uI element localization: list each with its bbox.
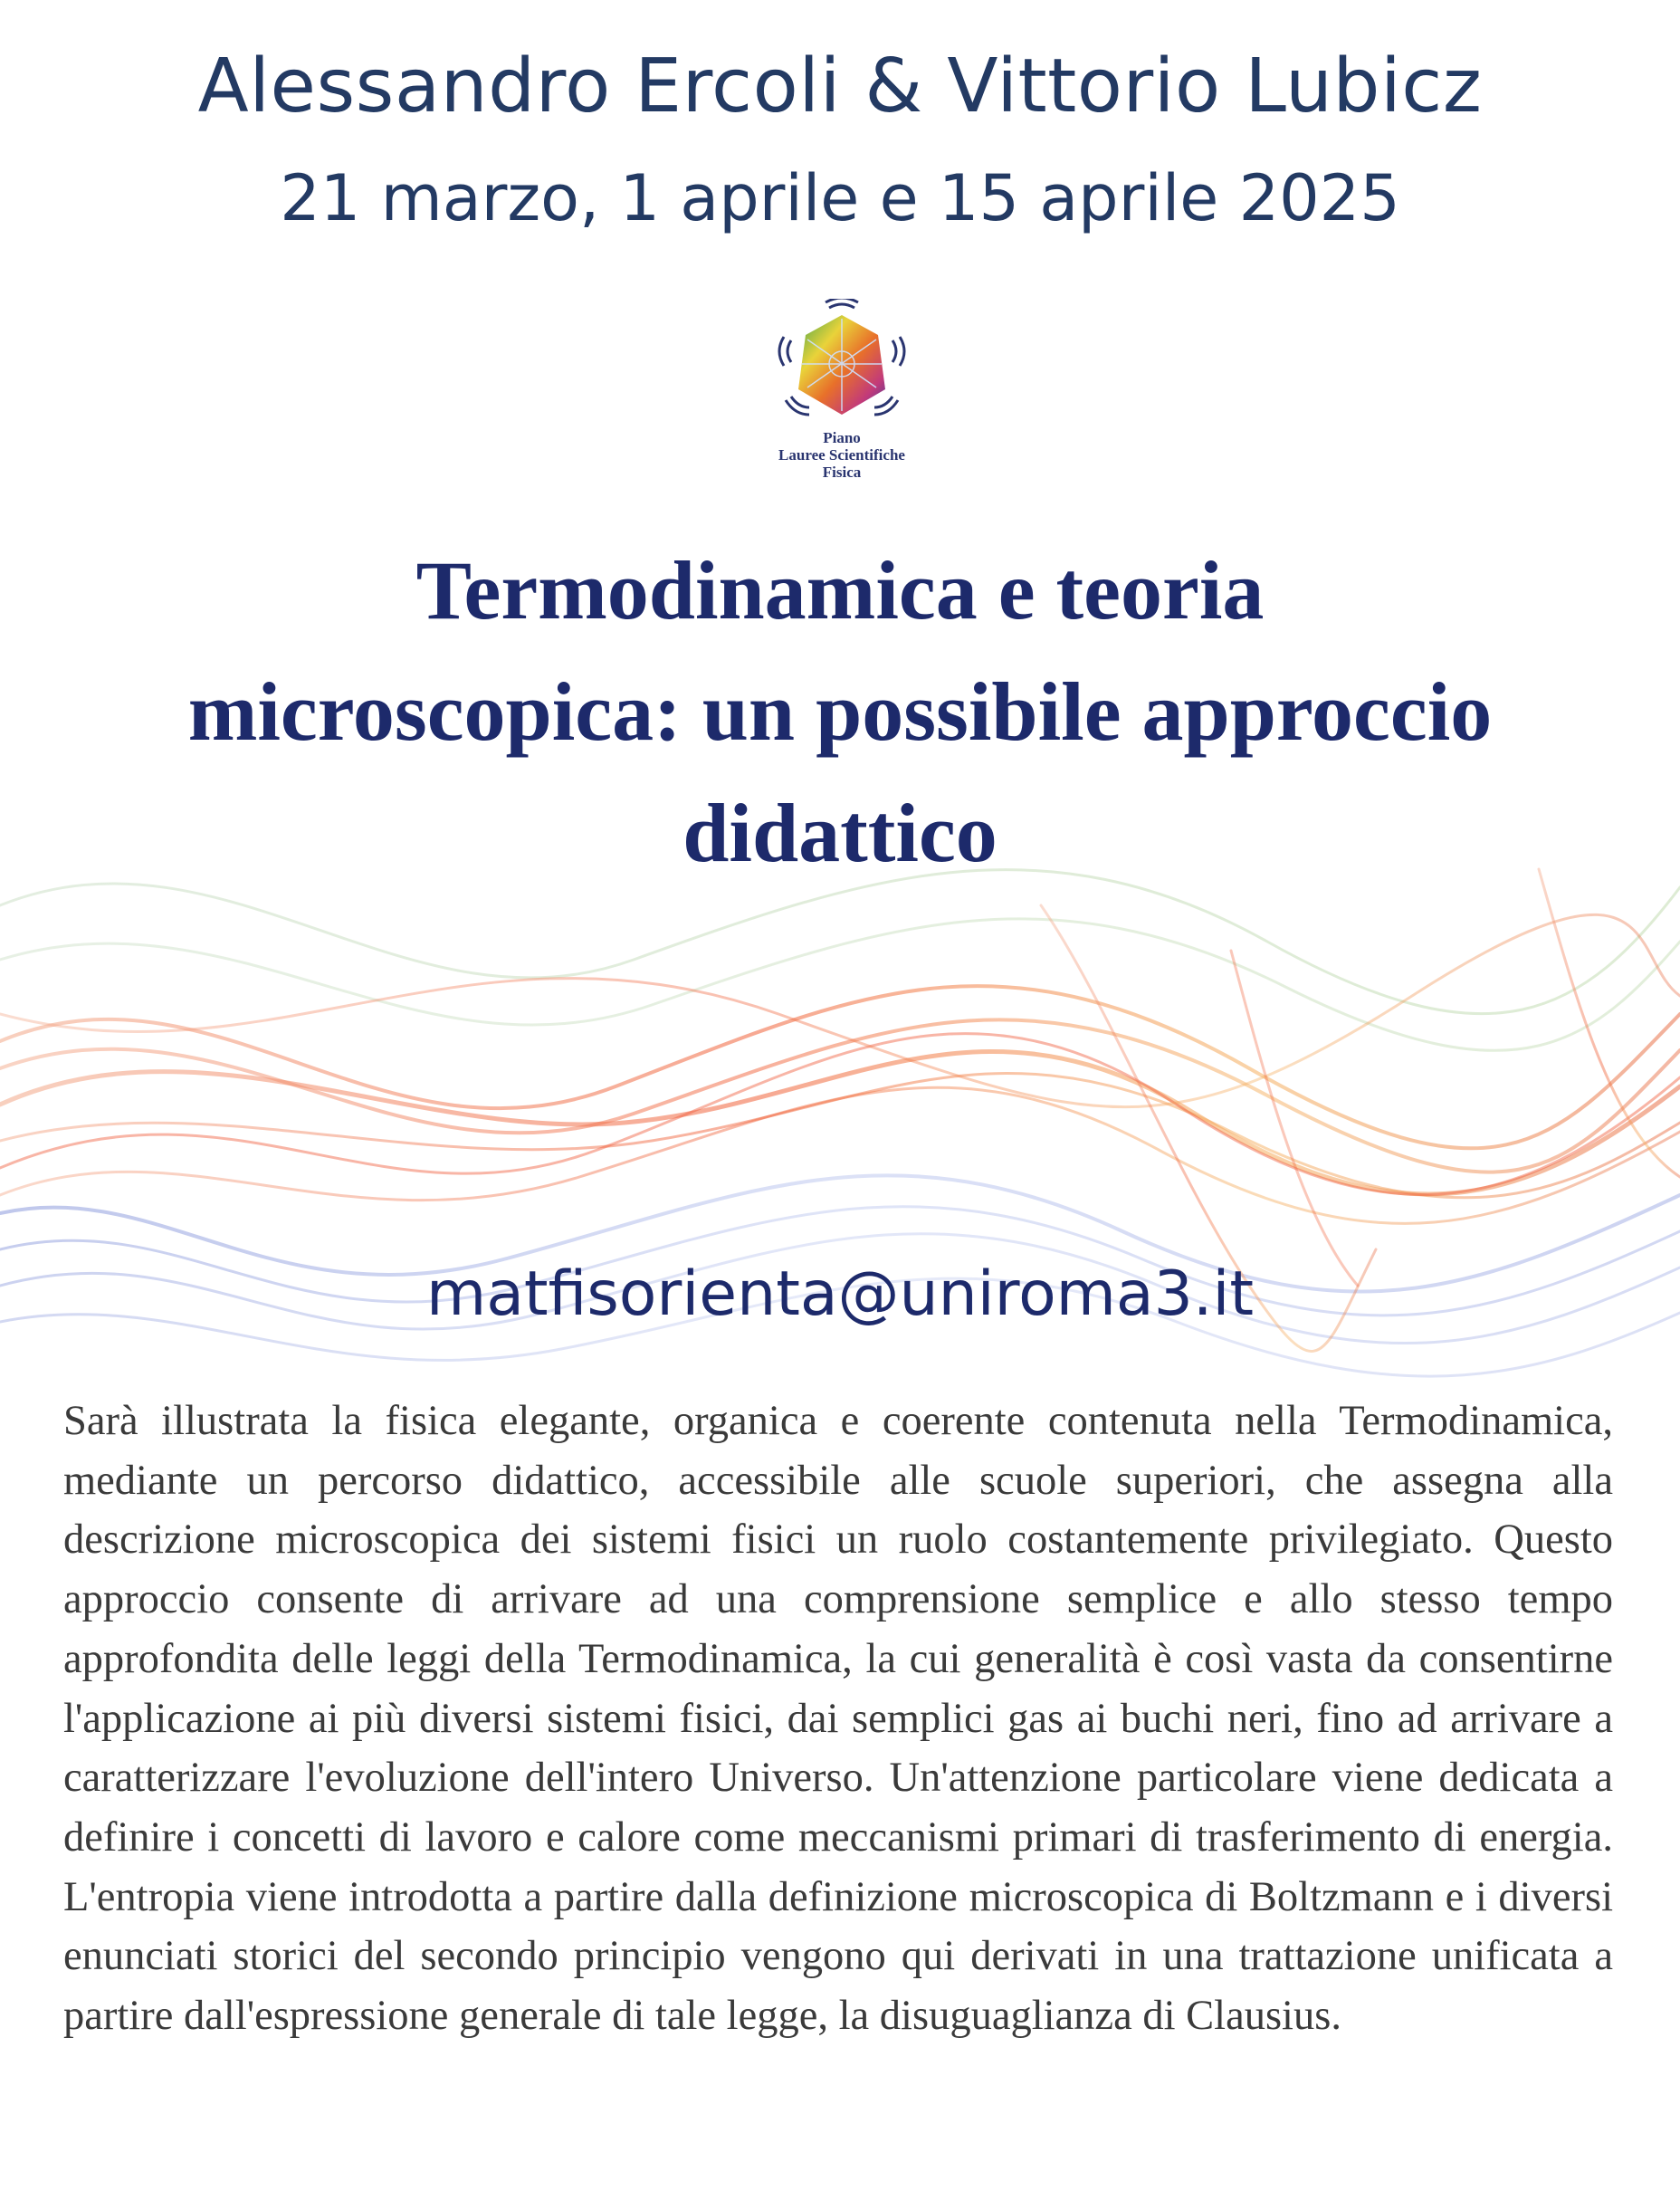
pls-logo-emblem [751,299,932,430]
pls-logo-text [751,429,932,481]
course-description: Sarà illustrata la fisica elegante, organica e coerente contenuta nella Termodinamica, mediante un percorso didattico, accessibile alle scuole superiori, che assegna alla descrizione microscopica dei sistemi fisici un ruolo costantemente privilegiato. Questo approccio consente di arrivare ad una comprensione semplice e allo stesso tempo approfondita delle leggi della Termodinamica, la cui generalità è così vasta da consentirne l'applicazione ai più diversi sistemi fisici, dai semplici gas ai buchi neri, fino ad arrivare a caratterizzare l'evoluzione dell'intero Universo. Un'attenzione particolare viene dedicata a definire i concetti di lavoro e calore come meccanismi primari di trasferimento di energia. L'entropia viene introdotta a partire dalla definizione microscopica di Boltzmann e i diversi enunciati storici del secondo principio vengono qui derivati in una trattazione unificata a partire dall'espressione generale di tale legge, la disuguaglianza di Clausius. [63,1398,1613,2040]
dates-subheading: 21 marzo, 1 aprile e 15 aprile 2025 [280,161,1400,235]
pls-logo [751,299,932,493]
authors-heading: Alessandro Ercoli & Vittorio Lubicz [197,43,1483,129]
course-title-line3: didattico [682,787,998,879]
course-title-line2: microscopica: un possibile approccio [187,665,1493,758]
pls-logo-line1: Piano [823,429,861,446]
pls-logo-line2: Lauree Scientifiche [778,446,905,464]
course-title [36,530,1644,894]
course-title-line1: Termodinamica e teoria [415,544,1265,636]
contact-email[interactable]: matfisorienta@uniroma3.it [425,1258,1255,1330]
pls-logo-line3: Fisica [822,464,862,481]
